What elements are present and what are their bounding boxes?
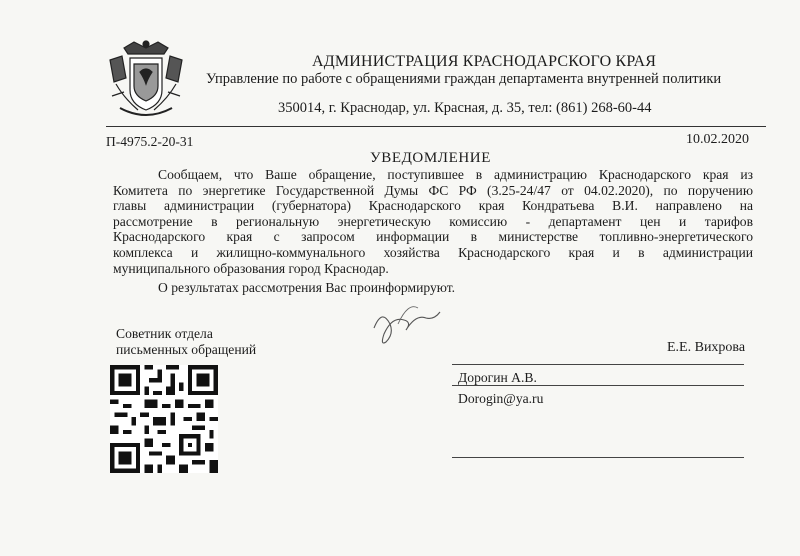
body-line: Комитета по энергетике Государственной Думы ФС РФ (3.25-24/47 от 04.02.2020), по поручению <box>113 182 753 198</box>
document-date: 10.02.2020 <box>686 132 749 147</box>
organization-address: 350014, г. Краснодар, ул. Красная, д. 35, тел: (861) 268-60-44 <box>278 100 652 116</box>
body-line: Краснодарского края с запросом информации в министерстве топливно-энергетического <box>113 229 753 245</box>
signer-position-line1: Советник отдела <box>116 326 213 341</box>
body-line: Сообщаем, что Ваше обращение, поступившее в администрацию Краснодарского края из <box>158 167 753 182</box>
body-line: муниципального образования город Краснодар. <box>113 260 389 276</box>
signer-name: Е.Е. Вихрова <box>667 340 746 355</box>
organization-name: АДМИНИСТРАЦИЯ КРАСНОДАРСКОГО КРАЯ <box>312 53 657 70</box>
registration-number: П-4975.2-20-31 <box>106 134 194 149</box>
document-title: УВЕДОМЛЕНИЕ <box>370 150 491 166</box>
header-divider <box>106 126 766 127</box>
body-line: главы администрации (губернатора) Краснодарского края Кондратьева В.И. направлено на <box>113 198 753 214</box>
recipient-name: Дорогин А.В. <box>458 370 537 385</box>
handwritten-signature <box>368 294 448 350</box>
notification-body <box>113 167 753 276</box>
recipient-divider-bottom <box>452 457 744 458</box>
recipient-divider-middle <box>452 385 744 386</box>
result-note: О результатах рассмотрения Вас проинформируют. <box>158 280 456 295</box>
signer-position-line2: письменных обращений <box>116 342 257 357</box>
signer-position <box>116 326 256 358</box>
recipient-email: Dorogin@ya.ru <box>458 391 544 406</box>
department-name: Управление по работе с обращениями граждан департамента внутренней политики <box>206 71 722 87</box>
body-line: рассмотрение в региональную энергетическую комиссию - департамент цен и тарифов <box>113 213 753 229</box>
body-line: комплекса и жилищно-коммунального хозяйства Краснодарского края и в администрации <box>113 244 753 260</box>
coat-of-arms-emblem <box>104 38 188 124</box>
qr-code <box>110 365 218 473</box>
recipient-divider-top <box>452 364 744 365</box>
